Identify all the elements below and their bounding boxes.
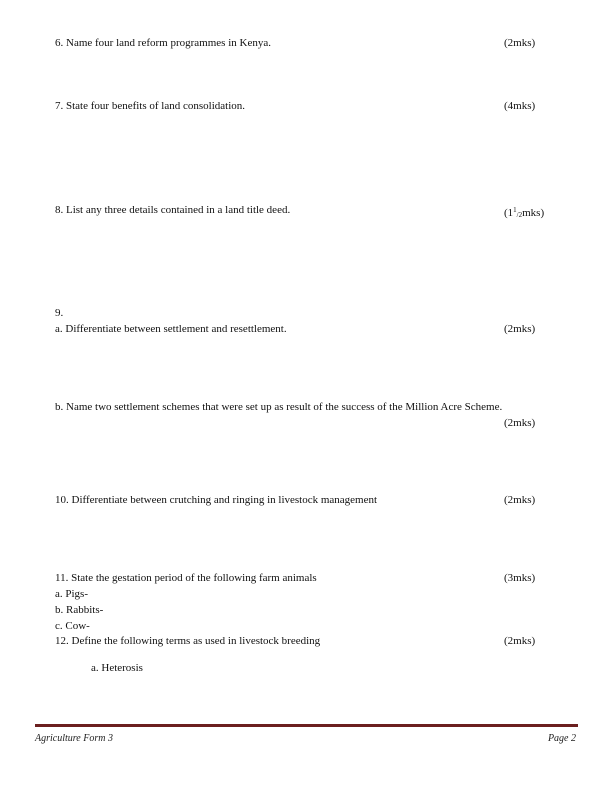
question-7-marks: (4mks) bbox=[504, 100, 536, 112]
question-8-marks: $(1^1_{/2}mks)$ bbox=[504, 206, 545, 219]
footer-subject: Agriculture Form 3 bbox=[35, 733, 113, 744]
question-9b-text: b. Name two settlement schemes that were set up as result of the success of the Million Acre Scheme. bbox=[55, 401, 503, 413]
question-12-item-heterosis: a. Heterosis bbox=[91, 662, 143, 674]
question-6-marks: (2mks) bbox=[504, 37, 536, 49]
question-9b-marks: (2mks) bbox=[504, 417, 536, 429]
question-7-text: 7. State four benefits of land consolidation. bbox=[55, 100, 246, 112]
question-11-item-cow: c. Cow- bbox=[55, 620, 90, 632]
question-12-marks: (2mks) bbox=[504, 635, 536, 647]
question-11-marks: (3mks) bbox=[504, 572, 536, 584]
question-8-text: 8. List any three details contained in a land title deed. bbox=[55, 204, 291, 216]
question-11-item-pigs: a. Pigs- bbox=[55, 588, 88, 600]
question-12-text: 12. Define the following terms as used in livestock breeding bbox=[55, 635, 321, 647]
question-9a-text: a. Differentiate between settlement and resettlement. bbox=[55, 323, 287, 335]
footer-rule bbox=[35, 724, 578, 727]
question-9-number: 9. bbox=[55, 307, 64, 319]
question-11-item-rabbits: b. Rabbits- bbox=[55, 604, 104, 616]
question-11-text: 11. State the gestation period of the following farm animals bbox=[55, 572, 317, 584]
question-10-text: 10. Differentiate between crutching and ringing in livestock management bbox=[55, 494, 378, 506]
footer-page-number: Page 2 bbox=[547, 733, 576, 744]
question-6-text: 6. Name four land reform programmes in Kenya. bbox=[55, 37, 271, 49]
question-10-marks: (2mks) bbox=[504, 494, 536, 506]
question-9a-marks: (2mks) bbox=[504, 323, 536, 335]
